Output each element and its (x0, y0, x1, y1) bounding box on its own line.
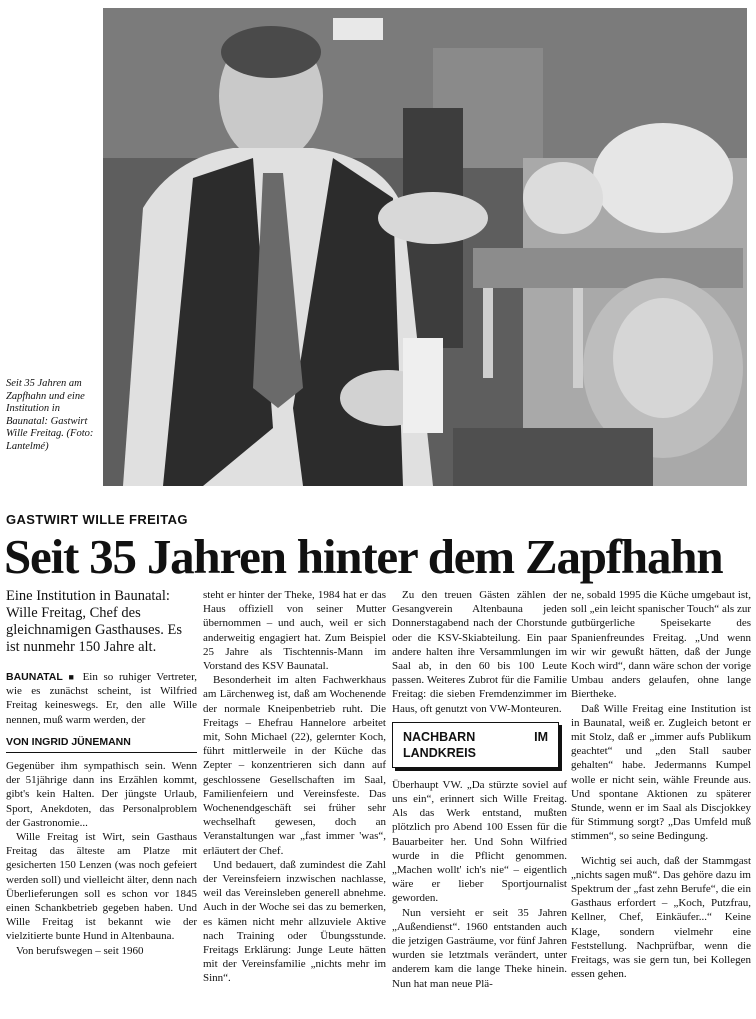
paragraph: Zu den treuen Gästen zählen der Gesangverein Altenbauna jeden Donnerstagabend nach der Chorstunde oder die KSV-Skiabteilung. Ein paar andere halten ihre Versammlungen im Saal ab, in den 60 bis 100 Leute passen. Weiteres Zubrot für die Familie Freitag: die sieben Fremdenzimmer im Haus, oft genutzt von VW-Monteuren. (392, 589, 567, 715)
paragraph: ne, sobald 1995 die Küche umgebaut ist, soll „ein leicht spanischer Touch“ als zur gutbürgerliche Speisekarte des Spanienfreundes Freitag. „Und wenn wir wir gewußt hätten, daß der Junge Koch wird“, dann wäre schon der vorige Umbau anders gelaufen, ohne lange Biertheke. (571, 589, 751, 701)
headline: Seit 35 Jahren hinter dem Zapfhahn (4, 529, 723, 584)
spacer (571, 844, 751, 854)
paragraph: Besonderheit im alten Fachwerkhaus am Lärchenweg ist, daß am Wochenende der normale Kneipenbetrieb ruht. Die Freitags – Ehefrau Hannelore arbeitet mit, Sohn Michael (22), gelernter Koch, führt mittlerweile in der Küche das Zepter – konzentrieren sich dann auf geschlossene Gesellschaften im Saal, Familienfeiern und Vereinsfeste. Das Wochenendgeschäft sei früher sehr wechselhaft gewesen, doch an Veranstaltungen war „fast immer 'was“, erläutert der Chef. (203, 674, 386, 857)
paragraph: Überhaupt VW. „Da stürzte soviel auf uns ein“, erinnert sich Wille Freitag. Als das Werk entstand, mußten plötzlich pro Abend 100 Essen für die Bauarbeiter her. Und Sohn Wilfried wurde in die Pflicht genommen. „Machen wollt' ich's nie“ – eigentlich wäre er lieber Sportjournalist geworden. (392, 778, 567, 905)
column-3 (392, 588, 567, 991)
author-byline: VON INGRID JÜNEMANN (6, 732, 197, 753)
column-1 (6, 588, 197, 958)
column-2 (203, 588, 386, 986)
paragraph: Von berufswegen – seit 1960 (16, 944, 144, 957)
lead-paragraph (6, 670, 197, 727)
dateline: BAUNATAL (6, 671, 63, 683)
paragraph: Nun versieht er seit 35 Jahren „Außendienst“. 1960 entstanden auch die jetzigen Gasträume, vor fünf Jahren wurden sie letztmals verändert, unter anderem kam die lange Theke hinein. Nun hat man neue Plä- (392, 906, 567, 990)
column-4 (571, 588, 751, 981)
series-box: NACHBARN IM LANDKREIS (392, 722, 559, 768)
deck: Eine Institution in Baunatal: Wille Freitag, Chef des gleichnamigen Gasthauses. Es ist nunmehr 150 Jahre alt. (6, 588, 182, 655)
paragraph: Gegenüber ihm sympathisch sein. Wenn der 51jährige dann ins Erzählen kommt, gibt's kein Halten. Der jüngste Urlaub, Sport, Anekdoten, das Personalproblem der Gastronomie... (6, 760, 197, 829)
paragraph: Und bedauert, daß zumindest die Zahl der Vereinsfeiern inzwischen nachlasse, weil das Vereinsleben generell abnehme. Auch in der Woche sei das zu bemerken, es kämen nicht mehr allzuviele Aktive nach Training oder Übungsstunde. Freitags Erklärung: Junge Leute hätten mit der Vereinsfamilie „nichts mehr im Sinn“. (203, 858, 386, 985)
paragraph: steht er hinter der Theke, 1984 hat er das Haus offiziell von seiner Mutter übernommen – und auch, weil er sich anderweitig engagiert hat. Zum Beispiel 25 Jahre als Tischtennis-Mann im Vorstand des KSV Baunatal. (203, 589, 386, 673)
paragraph: Wille Freitag ist Wirt, sein Gasthaus Freitag das älteste am Platze mit gesicherten 150 Lenzen (was noch gefeiert werden soll) und vielleicht älter, denn nach Überlieferungen soll es schon vor 1845 einen Schankbetrieb gegeben haben. Und Wille Freitag ist bekannt wie der vielzitierte bunte Hund in Altenbauna. (6, 831, 197, 943)
kicker: GASTWIRT WILLE FREITAG (6, 512, 188, 527)
photo-caption: Seit 35 Jahren am Zapfhahn und eine Institution in Baunatal: Gastwirt Wille Freitag. (Foto: Lantelmé) (6, 378, 94, 452)
lead-text: Ein so ruhiger Vertreter, wie es zunächst scheint, ist Wilfried Freitag keineswegs. Er, den alle Wille nennen, muß warm werden, der (6, 671, 198, 726)
bullet-square: ■ (68, 672, 77, 682)
paragraph: Daß Wille Freitag eine Institution ist in Baunatal, weiß er. Zugleich betont er mit Stolz, daß er „immer aufs Publikum geachtet“ und „den Stall sauber gehalten“ habe. Jedermanns Kumpel wolle er nicht sein, wähle Freunde aus. Und spontane Aktionen zu späterer Stunde, wenn er im Saal als Discjokkey für Stimmung sorgt? „Das Umfeld muß stimmen“, so seine Bedingung. (571, 702, 751, 843)
photo-gastwirt-at-tap (103, 8, 747, 486)
paragraph: Wichtig sei auch, daß der Stammgast „nichts sagen muß“. Das gehöre dazu im Spektrum der „fast zehn Berufe“, die ein Gasthaus erfordert – „Koch, Putzfrau, Kellner, Chef, Einkäufer...“ Keine Klage, sondern vielmehr eine Feststellung. Nachprüfbar, wenn die Freitags, was sie gern tun, bei Kollegen essen gehen. (571, 854, 751, 981)
